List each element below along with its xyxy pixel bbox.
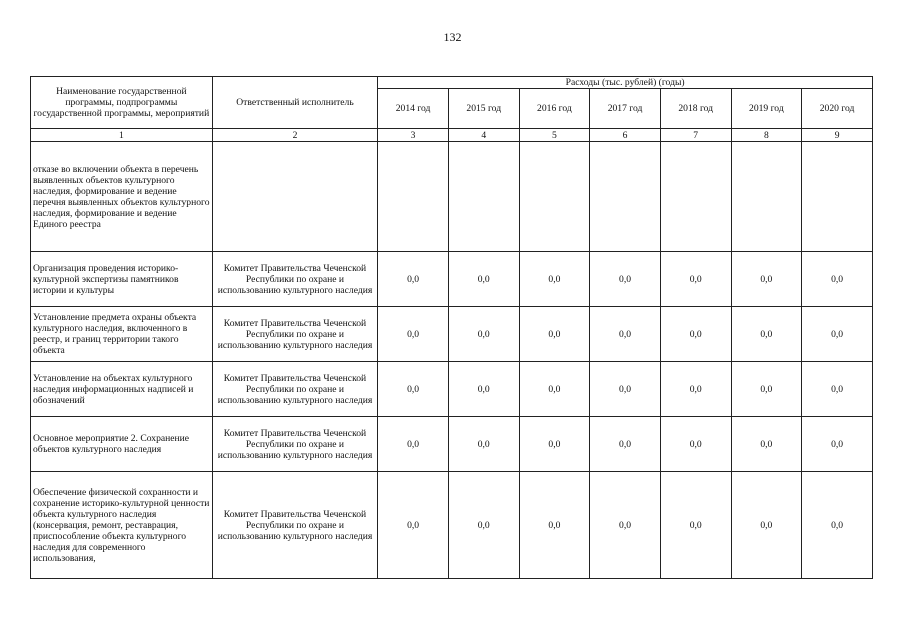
column-number: 4	[448, 129, 519, 142]
column-number: 8	[731, 129, 802, 142]
expense-value: 0,0	[448, 252, 519, 307]
expense-value	[731, 142, 802, 252]
header-name-column: Наименование государственной программы, подпрограммы государственной программы, мероприятий	[31, 77, 213, 129]
header-year: 2015 год	[448, 89, 519, 129]
executor: Комитет Правительства Чеченской Республики по охране и использованию культурного наследия	[212, 362, 378, 417]
activity-name: Организация проведения историко-культурной экспертизы памятников истории и культуры	[31, 252, 213, 307]
activity-name: Основное мероприятие 2. Сохранение объектов культурного наследия	[31, 417, 213, 472]
column-number: 7	[660, 129, 731, 142]
expense-value: 0,0	[802, 472, 873, 579]
expense-value: 0,0	[448, 417, 519, 472]
column-number: 6	[590, 129, 661, 142]
expense-value	[802, 142, 873, 252]
activity-name: Обеспечение физической сохранности и сохранение историко-культурной ценности объекта культурного наследия (консервация, ремонт, реставрация, приспособление объекта культурного наследия для современного использования,	[31, 472, 213, 579]
table-row	[31, 472, 873, 579]
page-number: 132	[443, 30, 462, 44]
expense-value: 0,0	[660, 252, 731, 307]
expense-value: 0,0	[378, 417, 449, 472]
table-row	[31, 307, 873, 362]
executor: Комитет Правительства Чеченской Республики по охране и использованию культурного наследия	[212, 417, 378, 472]
expense-value: 0,0	[731, 307, 802, 362]
column-number: 5	[519, 129, 590, 142]
header-year: 2020 год	[802, 89, 873, 129]
expense-value: 0,0	[731, 472, 802, 579]
expense-value: 0,0	[378, 362, 449, 417]
expense-value: 0,0	[802, 252, 873, 307]
expense-value: 0,0	[660, 307, 731, 362]
expense-value: 0,0	[378, 307, 449, 362]
table-row	[31, 362, 873, 417]
executor: Комитет Правительства Чеченской Республики по охране и использованию культурного наследия	[212, 307, 378, 362]
expense-value	[590, 142, 661, 252]
expense-value: 0,0	[448, 307, 519, 362]
table-row	[31, 417, 873, 472]
expense-value: 0,0	[660, 472, 731, 579]
expense-value: 0,0	[590, 362, 661, 417]
header-executor-column: Ответственный исполнитель	[212, 77, 378, 129]
expense-value	[448, 142, 519, 252]
activity-name: Установление предмета охраны объекта культурного наследия, включенного в реестр, и границ территории такого объекта	[31, 307, 213, 362]
expense-value: 0,0	[448, 362, 519, 417]
table-row	[31, 252, 873, 307]
expense-value: 0,0	[519, 472, 590, 579]
header-year: 2018 год	[660, 89, 731, 129]
expense-value: 0,0	[731, 252, 802, 307]
executor	[212, 142, 378, 252]
header-year: 2017 год	[590, 89, 661, 129]
expense-value	[660, 142, 731, 252]
table-row	[31, 142, 873, 252]
column-number: 1	[31, 129, 213, 142]
expense-value	[378, 142, 449, 252]
expense-value: 0,0	[590, 252, 661, 307]
expense-value: 0,0	[448, 472, 519, 579]
expense-value: 0,0	[731, 362, 802, 417]
expense-value	[519, 142, 590, 252]
expense-value: 0,0	[378, 252, 449, 307]
header-year: 2014 год	[378, 89, 449, 129]
expense-value: 0,0	[519, 307, 590, 362]
expense-value: 0,0	[519, 417, 590, 472]
expense-value: 0,0	[590, 307, 661, 362]
column-number: 9	[802, 129, 873, 142]
header-year: 2019 год	[731, 89, 802, 129]
expense-value: 0,0	[519, 362, 590, 417]
activity-name: отказе во включении объекта в перечень выявленных объектов культурного наследия, формирование и ведение перечня выявленных объектов культурного наследия, формирование и ведение Единого реестра	[31, 142, 213, 252]
expense-value: 0,0	[660, 417, 731, 472]
executor: Комитет Правительства Чеченской Республики по охране и использованию культурного наследия	[212, 472, 378, 579]
expenses-table	[30, 76, 873, 579]
header-expenses: Расходы (тыс. рублей) (годы)	[378, 77, 873, 89]
expense-value: 0,0	[802, 362, 873, 417]
expense-value: 0,0	[802, 417, 873, 472]
executor: Комитет Правительства Чеченской Республики по охране и использованию культурного наследия	[212, 252, 378, 307]
expense-value: 0,0	[590, 417, 661, 472]
header-year: 2016 год	[519, 89, 590, 129]
activity-name: Установление на объектах культурного наследия информационных надписей и обозначений	[31, 362, 213, 417]
expense-value: 0,0	[731, 417, 802, 472]
expense-value: 0,0	[378, 472, 449, 579]
expense-value: 0,0	[802, 307, 873, 362]
expense-value: 0,0	[660, 362, 731, 417]
expense-value: 0,0	[590, 472, 661, 579]
column-number: 3	[378, 129, 449, 142]
column-number: 2	[212, 129, 378, 142]
expense-value: 0,0	[519, 252, 590, 307]
